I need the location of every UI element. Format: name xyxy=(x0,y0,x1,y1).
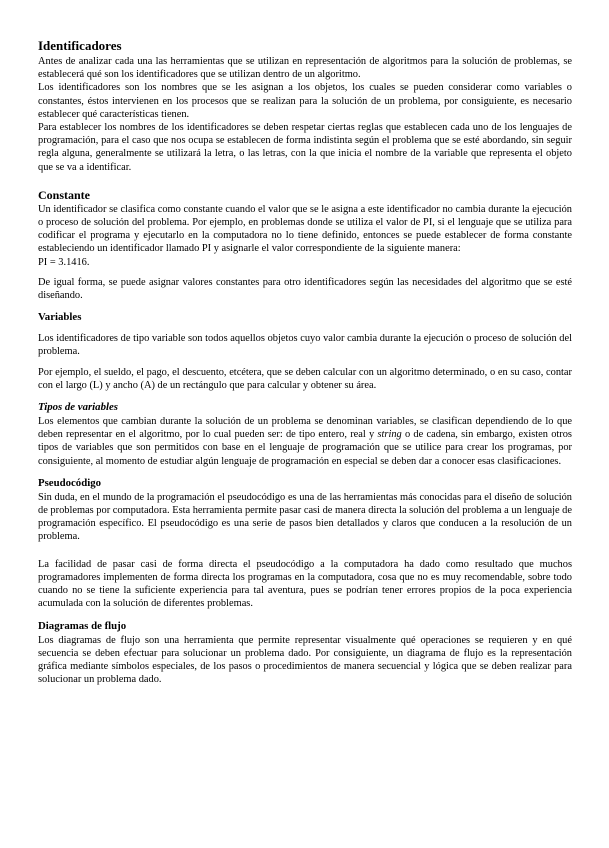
heading-pseudocodigo: Pseudocódigo xyxy=(38,476,101,489)
heading-constante: Constante xyxy=(38,187,91,202)
term-string: string xyxy=(377,429,402,441)
section-identificadores xyxy=(38,38,572,174)
paragraph: Los elementos que cambian durante la solución de un problema se denominan variables, se clasifican dependiendo de lo que deben representar en el algoritmo, por lo cual pueden ser: de tipo entero, real y string o de cadena, sin embargo, existen otros tipos de variables que son permitidos con base en el lenguaje de programación que se utilice para crear los programas, por consiguiente, al momento de estudiar algún lenguaje de programación en especial se deben dar a conocer esas clasificaciones. xyxy=(38,416,572,467)
paragraph: Los diagramas de flujo son una herramienta que permite representar visualmente qué operaciones se requieren y en qué secuencia se deben efectuar para solucionar un problema dado. Por consiguiente, un diagrama de flujo es la representación gráfica mediante símbolos especiales, de los pasos o procedimientos de manera secuencial y lógica que se deben realizar para solucionar un problema dado. xyxy=(38,634,572,686)
paragraph: De igual forma, se puede asignar valores constantes para otro identificadores según las necesidades del algoritmo que se esté diseñando. xyxy=(38,276,572,302)
paragraph: La facilidad de pasar casi de forma directa el pseudocódigo a la computadora ha dado como resultado que muchos programadores implementen de forma directa los programas en la computadora, cosa que no es muy recomendable, sobre todo cuando no se tiene la suficiente experiencia para tal aventura, pues se podrían tener errores propios de la poca experiencia acumulada con la solución de diferentes problemas. xyxy=(38,558,572,610)
pi-formula: PI = 3.1416. xyxy=(38,256,90,268)
section-variables xyxy=(38,311,572,392)
paragraph: Sin duda, en el mundo de la programación el pseudocódigo es una de las herramientas más conocidas para el diseño de solución de problemas por computadora. Esta herramienta permite pasar casi de manera directa la solución del problema a un lenguaje de programación específico. El pseudocódigo es una serie de pasos bien detallados y claros que conducen a la resolución de un problema. xyxy=(38,491,572,543)
paragraph: Un identificador se clasifica como constante cuando el valor que se le asigna a este identificador no cambia durante la ejecución o proceso de solución del problema. Por ejemplo, en problemas donde se utiliza el valor de PI, si el lenguaje que se utiliza para codificar el programa y ejecutarlo en la computadora no lo tiene definido, entonces se puede establecer de forma constante estableciendo un identificador llamado PI y asignarle el valor correspondiente de la siguiente manera: xyxy=(38,203,572,255)
heading-variables: Variables xyxy=(38,311,82,324)
section-constante xyxy=(38,188,572,302)
paragraph: Antes de analizar cada una las herramientas que se utilizan en representación de algoritmos para la solución de problemas, se establecerá qué son los identificadores que se utilizan dentro de un algoritmo. xyxy=(38,56,572,81)
heading-tipos-de-variables: Tipos de variables xyxy=(38,401,118,414)
section-pseudocodigo xyxy=(38,477,572,611)
document-body xyxy=(38,38,572,686)
section-tipos-de-variables xyxy=(38,401,572,468)
paragraph: Los identificadores de tipo variable son todos aquellos objetos cuyo valor cambia durante la ejecución o proceso de solución del problema. xyxy=(38,333,572,358)
heading-identificadores: Identificadores xyxy=(38,38,122,53)
heading-diagramas-de-flujo: Diagramas de flujo xyxy=(38,619,127,632)
section-diagramas-de-flujo xyxy=(38,620,572,687)
paragraph: Para establecer los nombres de los identificadores se deben respetar ciertas reglas que establecen cada uno de los lenguajes de programación, para el caso que nos ocupa se establecen de forma indistinta según el problema que se esté abordando, sin seguir regla alguna, generalmente se utilizará la letra, o las letras, con la que inicia el nombre de la variable que representa el objeto que se va a identificar. xyxy=(38,122,572,173)
paragraph: Por ejemplo, el sueldo, el pago, el descuento, etcétera, que se deben calcular con un algoritmo determinado, o en su caso, contar con el largo (L) y ancho (A) de un rectángulo que para calcular y obtener su área. xyxy=(38,366,572,391)
paragraph: Los identificadores son los nombres que se les asignan a los objetos, los cuales se pueden considerar como variables o constantes, éstos intervienen en los procesos que se realizan para la solución de un problema, por consiguiente, es necesario establecer qué características tienen. xyxy=(38,82,572,120)
